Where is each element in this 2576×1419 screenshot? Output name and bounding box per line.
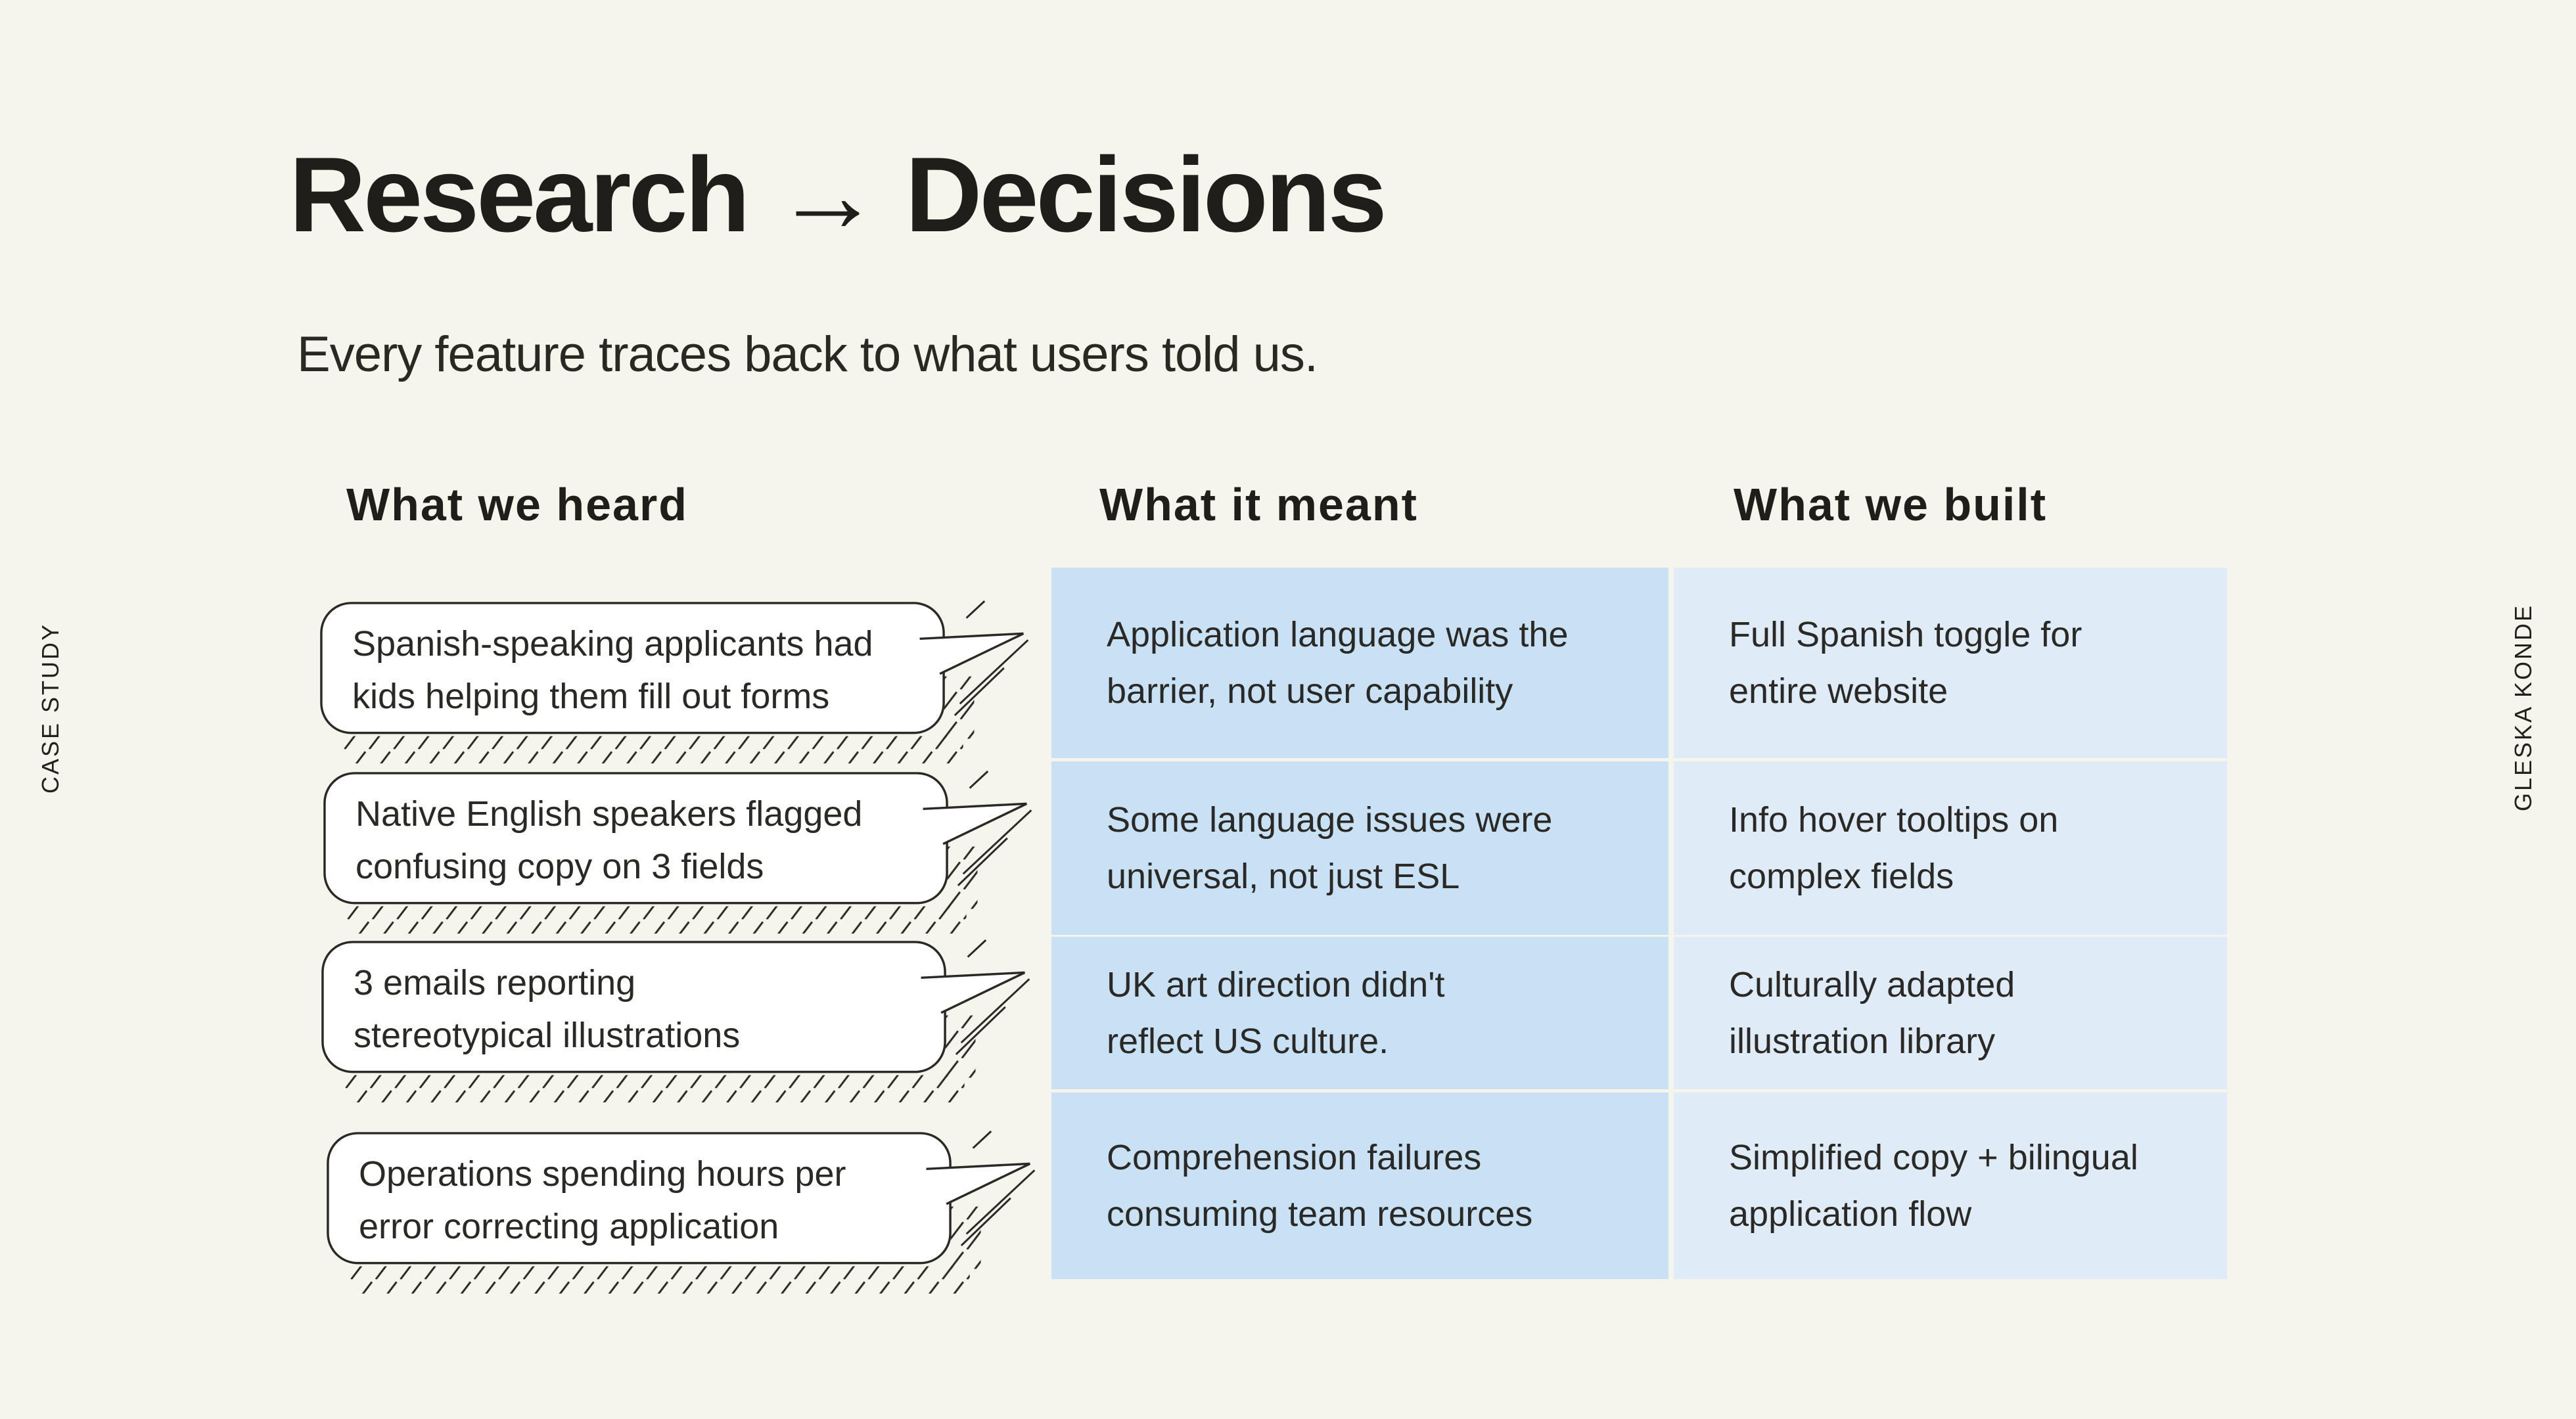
- bubble-text: Native English speakers flagged confusing copy on 3 fields: [356, 794, 863, 886]
- bubble-text: 3 emails reporting stereotypical illustrations: [354, 963, 741, 1055]
- cell-built-row-3: Culturally adapted illustration library: [1674, 937, 2227, 1089]
- column-header-built: What we built: [1734, 479, 2048, 530]
- page-title: Research → Decisions: [289, 135, 1385, 254]
- cell-built-row-1: Full Spanish toggle for entire website: [1674, 568, 2227, 758]
- cell-built-row-4: Simplified copy + bilingual application flow: [1674, 1092, 2227, 1279]
- bubble-text: Operations spending hours per error correcting application: [359, 1154, 846, 1246]
- speech-bubble-row-1: [318, 600, 1044, 769]
- speech-bubble-row-3: [319, 939, 1046, 1108]
- side-label-case-study: CASE STUDY: [37, 622, 64, 794]
- page-subtitle: Every feature traces back to what users told us.: [297, 327, 1318, 382]
- cell-meant-row-1: Application language was the barrier, not user capability: [1051, 568, 1668, 758]
- cell-meant-row-2: Some language issues were universal, not just ESL: [1051, 761, 1668, 935]
- cell-built-row-2: Info hover tooltips on complex fields: [1674, 761, 2227, 935]
- speech-bubble-row-2: [321, 770, 1047, 939]
- cell-meant-row-3: UK art direction didn't reflect US culture.: [1051, 937, 1668, 1089]
- side-label-author: GLESKA KONDE: [2510, 603, 2537, 812]
- bubble-text: Spanish-speaking applicants had kids helping them fill out forms: [352, 624, 873, 716]
- column-header-heard: What we heard: [346, 479, 688, 530]
- speech-bubble-row-4: [325, 1130, 1051, 1299]
- cell-meant-row-4: Comprehension failures consuming team resources: [1051, 1092, 1668, 1279]
- column-header-meant: What it meant: [1099, 479, 1418, 530]
